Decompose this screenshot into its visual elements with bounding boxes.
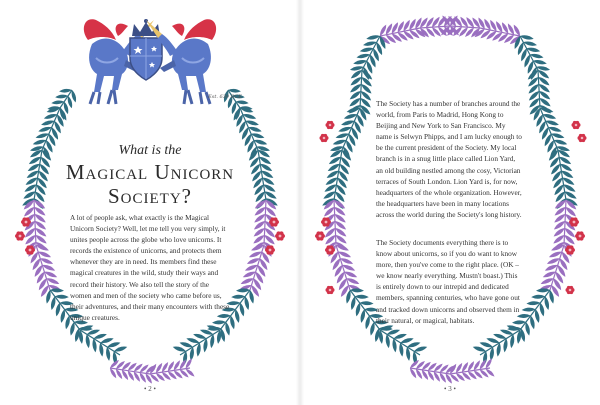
flower: [575, 231, 585, 240]
flower: [572, 121, 581, 129]
flower: [275, 231, 285, 240]
flower: [315, 231, 325, 240]
page-title: [0, 160, 300, 208]
page-number-right: • 3 •: [444, 385, 456, 393]
title-line-2: Society?: [108, 184, 192, 208]
flower: [320, 134, 329, 142]
flower: [15, 231, 25, 240]
title-line-1: Magical Unicorn: [65, 160, 235, 184]
shield-icon: [130, 38, 162, 80]
flower: [566, 286, 575, 294]
flower: [578, 134, 587, 142]
right-body-paragraph-2: The Society documents everything there is to know about unicorns, so if you do want to know more, then you've come to the right place. (OK – we know nearly everything. Mustn't boast.) This is entirely down to our intrepid and dedicated members, spanning centuries, who have gone out and tracked down unicorns and observed them in their natural, or magical, habitats.: [376, 238, 520, 325]
right-page: [300, 0, 600, 405]
page-number-left: • 2 •: [144, 385, 156, 393]
flower: [326, 286, 335, 294]
flower: [326, 121, 335, 129]
crest: [0, 0, 300, 120]
title-question: What is the: [118, 143, 182, 158]
right-body-paragraph-1: The Society has a number of branches around the world, from Paris to Madrid, Hong Kong to Beijing and New York to San Francisco. My name is Selwyn Phipps, and I am lucky enough to be the current president of the Society. My local branch is in a snug little place called Lion Yard, an old building nestled among the cosy, Victorian terraces of South London. Lion Yard is, for now, headquarters of the whole organization. However, the headquarters have been in many locations across the world during the Society's long history.: [376, 99, 522, 219]
left-body-paragraph: A lot of people ask, what exactly is the Magical Unicorn Society? Well, let me tell you very simply, it unites people across the globe who love unicorns. It records the existence of unicorns, and protects them whenever they are in need. Its members find these magical creatures in the wild, study their ways and record their history. We also tell the story of the women and men of the society who came before us, their adventures, and their many encounters with these unique creatures.: [70, 213, 230, 322]
established-date: Est. 639 BCE: [208, 94, 242, 100]
